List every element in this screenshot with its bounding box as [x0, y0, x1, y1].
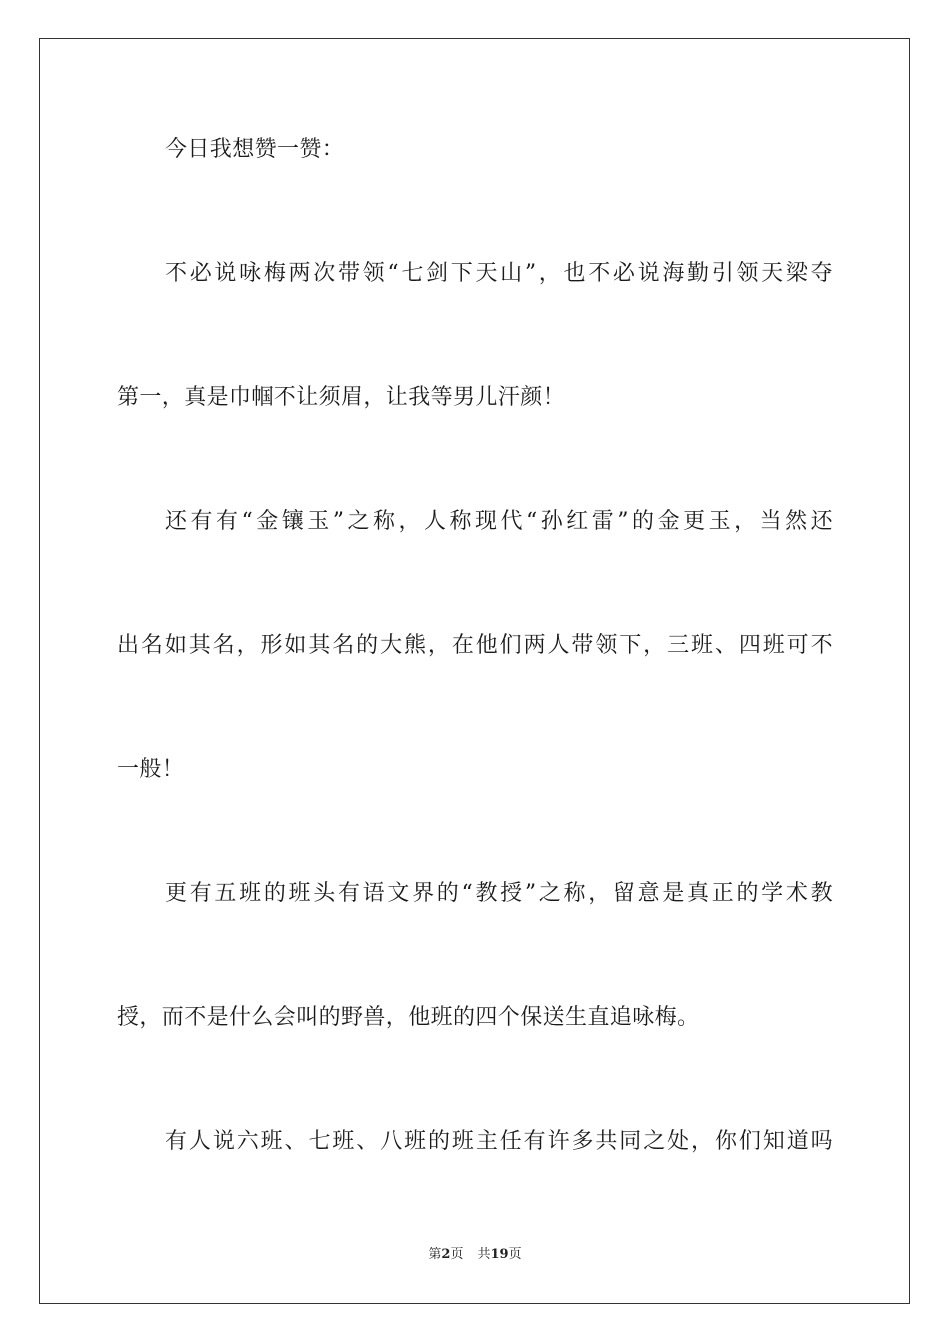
footer-page-prefix: 第 [428, 1247, 442, 1262]
paragraph-line: 不必说咏梅两次带领“七剑下天山”，也不必说海勤引领天梁夺 [165, 261, 833, 286]
footer-total-suffix: 页 [508, 1247, 522, 1262]
paragraph-line: 授，而不是什么会叫的野兽，他班的四个保送生直追咏梅。 [117, 1005, 700, 1030]
paragraph-line: 还有有“金镶玉”之称，人称现代“孙红雷”的金更玉，当然还 [165, 509, 833, 534]
footer-total-prefix: 共 [477, 1247, 491, 1262]
paragraph-line: 今日我想赞一赞： [165, 137, 345, 162]
paragraph-line: 第一，真是巾帼不让须眉，让我等男儿汗颜！ [117, 385, 566, 410]
paragraph-line: 有人说六班、七班、八班的班主任有许多共同之处，你们知道吗 [165, 1129, 833, 1154]
paragraph-line: 更有五班的班头有语文界的“教授”之称，留意是真正的学术教 [165, 881, 833, 906]
paragraph-line: 出名如其名，形如其名的大熊，在他们两人带领下，三班、四班可不 [117, 633, 833, 658]
footer-total-pages: 19 [490, 1247, 509, 1262]
footer-page-suffix: 页 [450, 1247, 464, 1262]
page-border [39, 38, 910, 1304]
page-footer [0, 1246, 950, 1264]
footer-page-number: 2 [441, 1247, 451, 1262]
paragraph-line: 一般！ [117, 757, 185, 782]
